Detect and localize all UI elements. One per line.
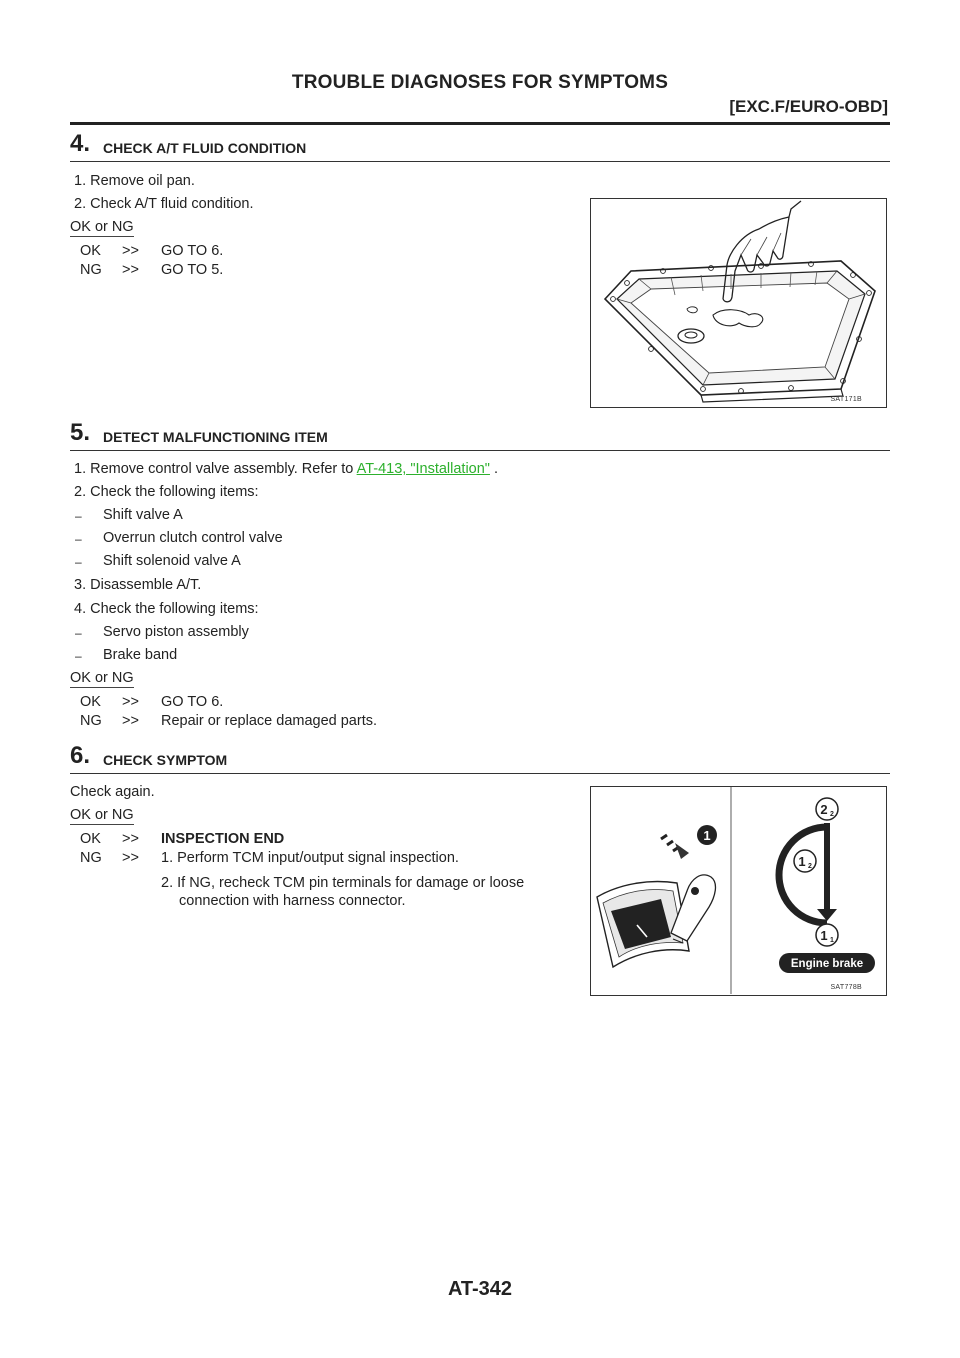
engine-brake-label: Engine brake	[790, 958, 864, 970]
step-4-ok-arrow: >>	[122, 243, 139, 259]
step-5-heading	[70, 419, 890, 451]
step-5-ng-arrow: >>	[122, 713, 139, 729]
step-4-ng-arrow: >>	[122, 262, 139, 278]
oil-pan-figure	[590, 198, 887, 408]
step-4-ok-or-ng: OK or NG	[70, 219, 134, 235]
step-5-ng-key: NG	[80, 713, 102, 729]
step-4-ok-key: OK	[80, 243, 101, 259]
step-5-number: 5.	[70, 419, 91, 446]
step-5-ok-or-ng: OK or NG	[70, 670, 134, 686]
step-5-ok-text: GO TO 6.	[161, 694, 224, 710]
page-number: AT-342	[447, 1278, 513, 1300]
step-5-item-2: 2. Check the following items:	[74, 484, 259, 500]
step-6-heading	[70, 742, 890, 774]
step-5-item-3: 3. Disassemble A/T.	[74, 577, 202, 593]
selector-illustration	[591, 787, 885, 994]
step-4-number: 4.	[70, 130, 91, 157]
step-4-ok-text: GO TO 6.	[161, 243, 224, 259]
step-6-number: 6.	[70, 742, 91, 769]
step-6-ng-text-3: connection with harness connector.	[179, 893, 406, 909]
step-6-ok-key: OK	[80, 831, 101, 847]
dash-bullet: –	[75, 649, 82, 663]
header-divider	[70, 122, 890, 125]
step-5-ok-arrow: >>	[122, 694, 139, 710]
step-6-text: Check again.	[70, 784, 155, 800]
step-5-item-1: 1. Remove control valve assembly. Refer to AT-413, "Installation" .	[74, 461, 499, 477]
page-title: TROUBLE DIAGNOSES FOR SYMPTOMS	[291, 72, 669, 93]
step-5-title: DETECT MALFUNCTIONING ITEM	[103, 429, 328, 445]
step-4-item-2: 2. Check A/T fluid condition.	[74, 196, 254, 212]
step-4-ng-key: NG	[80, 262, 102, 278]
label-one-two-main: 1	[798, 854, 806, 869]
oil-pan-illustration	[591, 199, 885, 406]
installation-link[interactable]: AT-413, "Installation"	[356, 461, 490, 477]
step-5-sub-item: Overrun clutch control valve	[103, 530, 283, 546]
step-6-ok-arrow: >>	[122, 831, 139, 847]
label-one-one-sub: 1	[830, 937, 834, 944]
step-5-sub-item: Servo piston assembly	[103, 624, 249, 640]
label-one-one-main: 1	[820, 928, 828, 943]
step-5-ok-key: OK	[80, 694, 101, 710]
step-6-ng-key: NG	[80, 850, 102, 866]
figure-code-sat778b: SAT778B	[830, 984, 862, 991]
step-6-ok-or-ng: OK or NG	[70, 807, 134, 823]
label-one-two-sub: 2	[808, 863, 812, 870]
step-4-title: CHECK A/T FLUID CONDITION	[103, 140, 307, 156]
dash-bullet: –	[75, 509, 82, 523]
step-5-sub-item: Shift solenoid valve A	[103, 553, 241, 569]
step-6-title: CHECK SYMPTOM	[103, 752, 228, 768]
dash-bullet: –	[75, 555, 82, 569]
step-4-item-1: 1. Remove oil pan.	[74, 173, 195, 189]
engine-brake-figure	[590, 786, 887, 996]
step-5-sub-item: Shift valve A	[103, 507, 183, 523]
dash-bullet: –	[75, 626, 82, 640]
step-5-sub-item: Brake band	[103, 647, 178, 663]
page-subtitle: [EXC.F/EURO-OBD]	[729, 97, 888, 116]
step-6-ng-text-2: 2. If NG, recheck TCM pin terminals for damage or loose	[161, 875, 525, 891]
step-6-ok-text: INSPECTION END	[161, 831, 285, 847]
step-5-ng-text: Repair or replace damaged parts.	[161, 713, 378, 729]
dash-bullet: –	[75, 532, 82, 546]
label-two-sub: 2	[830, 811, 834, 818]
label-two-main: 2	[820, 802, 828, 817]
step-6-ng-text-1: 1. Perform TCM input/output signal inspection.	[161, 850, 459, 866]
label-one: 1	[703, 828, 711, 843]
step-4-ng-text: GO TO 5.	[161, 262, 224, 278]
figure-code-sat171b: SAT171B	[830, 396, 862, 403]
step-6-ng-arrow: >>	[122, 850, 139, 866]
step-4-heading	[70, 130, 890, 162]
step-5-item-4: 4. Check the following items:	[74, 601, 259, 617]
